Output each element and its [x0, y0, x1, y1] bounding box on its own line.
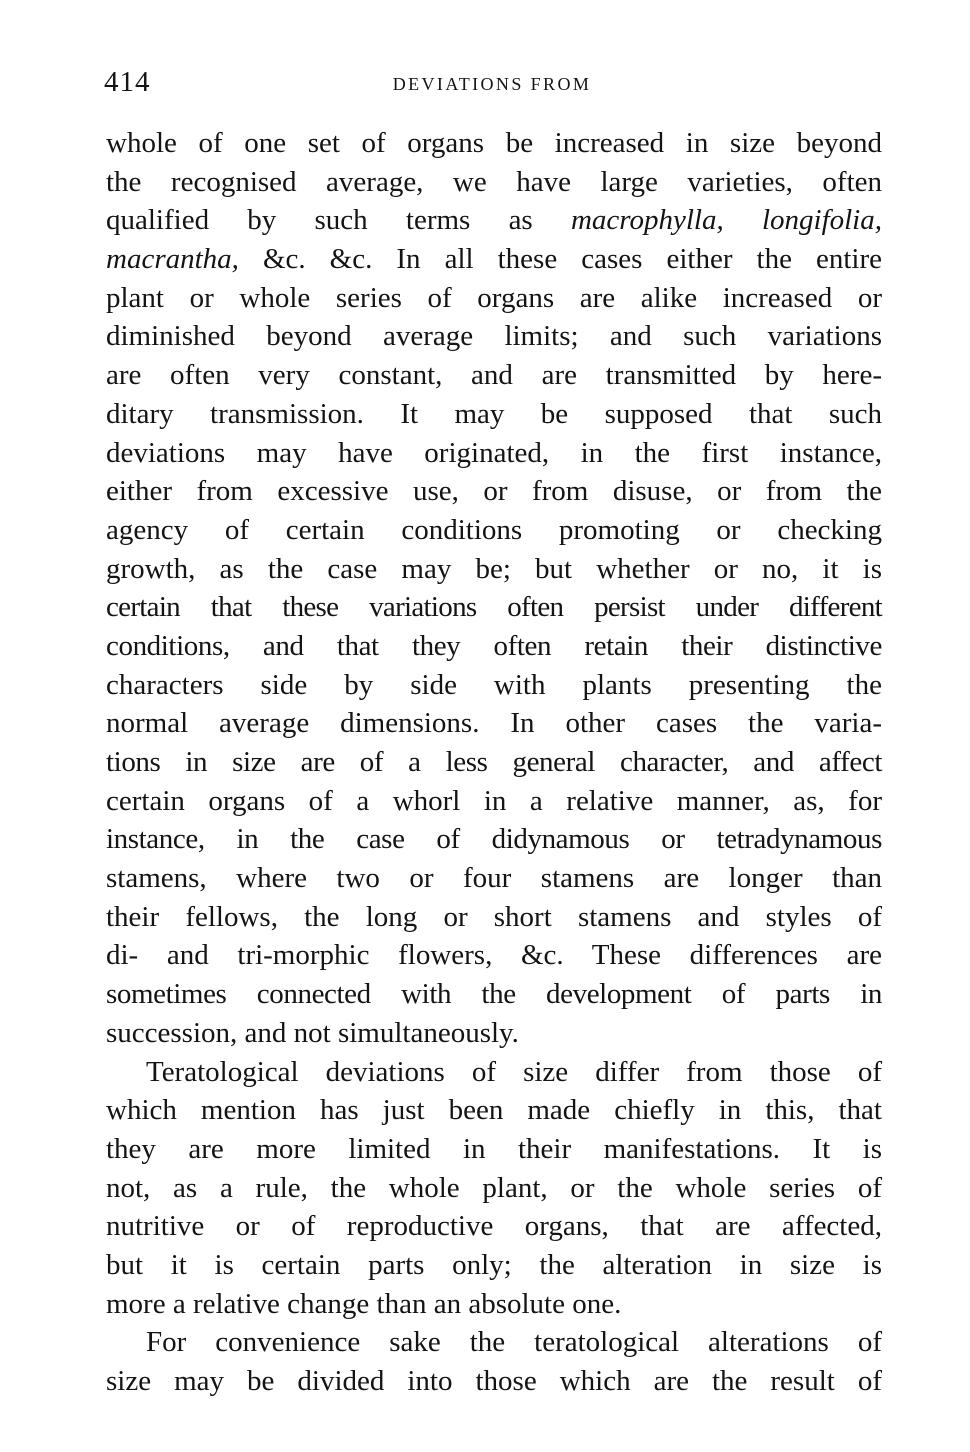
- text-line: are often very constant, and are transmitted by here-: [106, 359, 882, 392]
- italic-term: macrantha,: [106, 243, 239, 276]
- text-line: normal average dimensions. In other cases the varia-: [106, 707, 882, 740]
- paragraph: [106, 1053, 882, 1324]
- text-line: tions in size are of a less general character, and affect: [106, 746, 882, 778]
- text-line: characters side by side with plants presenting the: [106, 668, 882, 701]
- text-line: agency of certain conditions promoting or checking: [106, 513, 882, 546]
- body-text: [106, 124, 882, 1401]
- text-line: their fellows, the long or short stamens and styles of: [106, 900, 882, 933]
- text-line: Teratological deviations of size differ from those of: [146, 1055, 882, 1088]
- text-line: which mention has just been made chiefly in this, that: [106, 1094, 882, 1127]
- text-span: qualified by such terms as: [106, 204, 571, 237]
- text-line: ditary transmission. It may be supposed that such: [106, 397, 882, 430]
- paragraph: [106, 1323, 882, 1400]
- page-header: [104, 66, 880, 106]
- text-line-with-italics: [106, 201, 882, 240]
- text-line-with-italics: [106, 240, 882, 279]
- text-line: certain that these variations often persist under different: [106, 591, 882, 624]
- text-line: they are more limited in their manifestations. It is: [106, 1132, 882, 1165]
- text-line: growth, as the case may be; but whether or no, it is: [106, 552, 882, 585]
- text-line: sometimes connected with the development of parts in: [106, 978, 882, 1011]
- text-line: conditions, and that they often retain their distinctive: [106, 629, 882, 662]
- text-line: not, as a rule, the whole plant, or the whole series of: [106, 1171, 882, 1204]
- text-line: diminished beyond average limits; and such variations: [106, 320, 882, 353]
- text-span: &c. &c. In all these cases either the entire: [238, 243, 882, 276]
- italic-term: macrophylla,: [570, 204, 724, 237]
- running-title: DEVIATIONS FROM: [392, 74, 592, 94]
- text-line: nutritive or of reproductive organs, that are affected,: [106, 1210, 882, 1243]
- text-line: stamens, where two or four stamens are longer than: [106, 862, 882, 895]
- text-line: more a relative change than an absolute one.: [106, 1287, 622, 1320]
- paragraph: [106, 124, 882, 1053]
- italic-term: longifolia,: [761, 204, 882, 237]
- text-line: deviations may have originated, in the first instance,: [106, 436, 882, 469]
- text-line: but it is certain parts only; the alteration in size is: [106, 1248, 882, 1281]
- text-line: certain organs of a whorl in a relative manner, as, for: [106, 784, 882, 817]
- text-line: either from excessive use, or from disuse, or from the: [106, 475, 882, 508]
- text-line: plant or whole series of organs are alike increased or: [106, 281, 882, 314]
- text-line: size may be divided into those which are the result of: [106, 1365, 882, 1397]
- text-line: succession, and not simultaneously.: [106, 1016, 519, 1049]
- page-number: 414: [104, 66, 151, 98]
- text-line: whole of one set of organs be increased in size beyond: [106, 127, 882, 159]
- text-line: For convenience sake the teratological alterations of: [146, 1326, 882, 1359]
- text-line: the recognised average, we have large varieties, often: [106, 165, 882, 198]
- text-line: di- and tri-morphic flowers, &c. These differences are: [106, 939, 882, 972]
- text-line: instance, in the case of didynamous or tetradynamous: [106, 823, 882, 856]
